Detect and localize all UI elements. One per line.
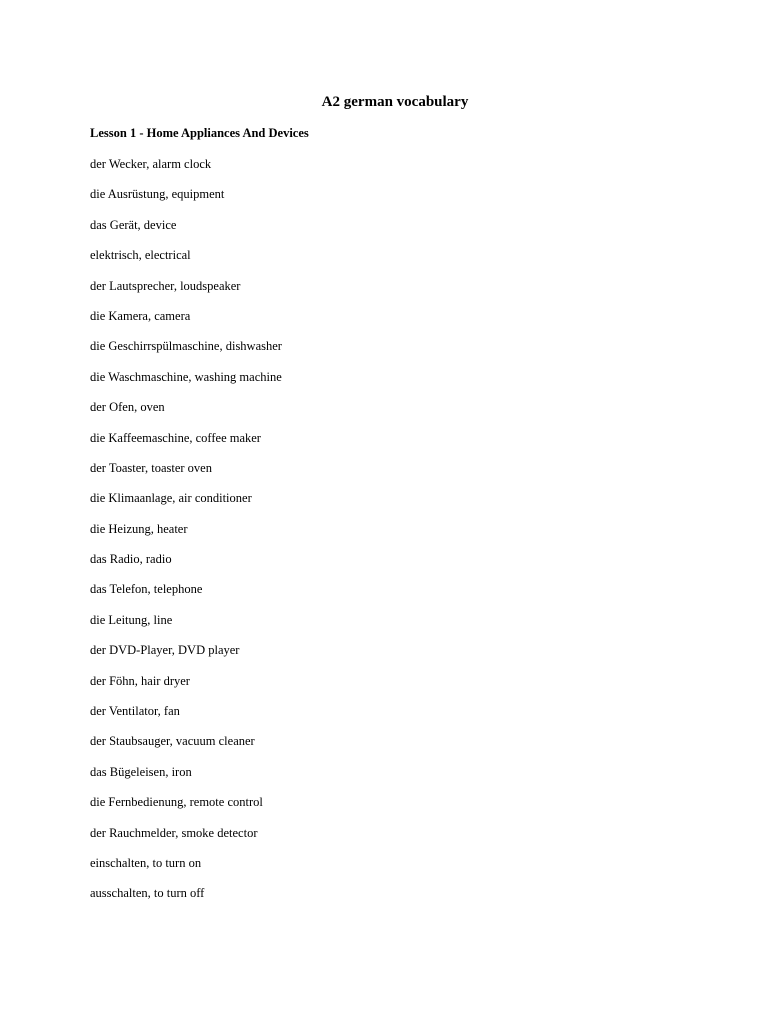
vocabulary-entry: elektrisch, electrical [90,248,191,263]
vocabulary-entry: der Wecker, alarm clock [90,157,212,171]
vocabulary-entry: einschalten, to turn on [90,855,202,870]
vocabulary-entry: der Ofen, oven [90,400,165,415]
vocabulary-entry: das Gerät, device [90,217,177,232]
vocabulary-entry: die Kamera, camera [90,308,191,323]
vocabulary-entry: der Föhn, hair dryer [90,673,190,688]
vocabulary-entry: die Klimaanlage, air conditioner [90,491,252,506]
vocabulary-entry: der DVD-Player, DVD player [90,643,240,658]
vocabulary-entry: die Kaffeemaschine, coffee maker [90,430,261,445]
vocabulary-entry: das Bügeleisen, iron [90,764,192,779]
vocabulary-entry: die Heizung, heater [90,521,188,536]
vocabulary-entry: die Leitung, line [90,612,173,627]
vocabulary-entry: der Ventilator, fan [90,704,180,719]
vocabulary-entry: die Geschirrspülmaschine, dishwasher [90,339,282,354]
vocabulary-entry: ausschalten, to turn off [90,886,205,901]
vocabulary-entry: der Rauchmelder, smoke detector [90,825,258,840]
vocabulary-entry: der Toaster, toaster oven [90,460,212,475]
vocabulary-entry: die Waschmaschine, washing machine [90,369,282,384]
document-title: A2 german vocabulary [321,94,469,110]
vocabulary-entry: der Lautsprecher, loudspeaker [90,278,241,293]
vocabulary-entry: das Telefon, telephone [90,582,203,597]
vocabulary-list [90,156,282,916]
vocabulary-entry: der Staubsauger, vacuum cleaner [90,734,255,749]
vocabulary-entry: die Ausrüstung, equipment [90,187,225,202]
vocabulary-entry: das Radio, radio [90,552,172,567]
lesson-heading: Lesson 1 - Home Appliances And Devices [90,126,309,140]
vocabulary-entry: die Fernbedienung, remote control [90,795,263,810]
